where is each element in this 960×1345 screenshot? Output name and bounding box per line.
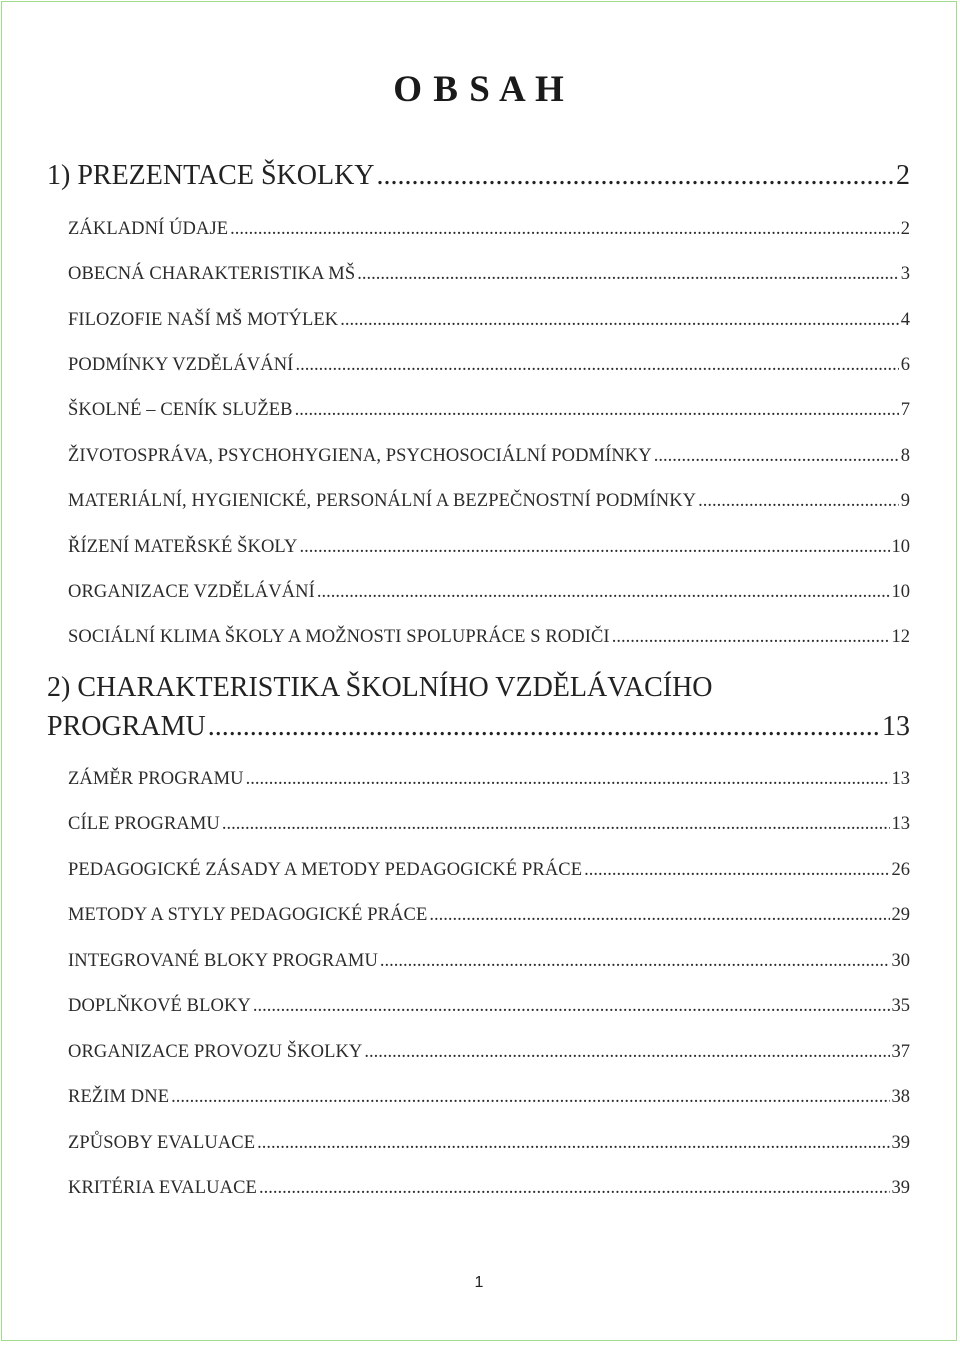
toc-section-2-line1[interactable]: 2) CHARAKTERISTIKA ŠKOLNÍHO VZDĚLÁVACÍHO — [47, 672, 713, 703]
toc-entry-label: ŠKOLNÉ – CENÍK SLUŽEB — [68, 400, 293, 420]
toc-entry[interactable] — [68, 769, 910, 790]
toc-page-number: 30 — [891, 951, 910, 971]
toc-section-2[interactable] — [47, 711, 910, 743]
toc-page-number: 12 — [891, 627, 910, 647]
toc-leader — [295, 355, 898, 376]
toc-page-number: 39 — [891, 1178, 910, 1198]
toc-leader — [357, 264, 899, 285]
toc-leader — [230, 219, 899, 240]
toc-entry-label: OBECNÁ CHARAKTERISTIKA MŠ — [68, 264, 356, 284]
toc-entry[interactable] — [68, 537, 910, 558]
toc-page-number: 38 — [891, 1087, 910, 1107]
toc-entry[interactable] — [68, 310, 910, 331]
toc-page-number: 13 — [891, 814, 910, 834]
toc-entry-label: PEDAGOGICKÉ ZÁSADY A METODY PEDAGOGICKÉ PRÁCE — [68, 860, 583, 880]
toc-leader — [698, 491, 899, 512]
toc-entry[interactable] — [68, 1133, 910, 1154]
toc-entry[interactable] — [68, 951, 910, 972]
toc-leader — [208, 711, 880, 743]
toc-entry-label: ŽIVOTOSPRÁVA, PSYCHOHYGIENA, PSYCHOSOCIÁLNÍ PODMÍNKY — [68, 446, 652, 466]
toc-page-number: 6 — [900, 355, 910, 375]
toc-leader — [377, 160, 894, 192]
toc-leader — [295, 400, 899, 421]
toc-page-number: 35 — [891, 996, 910, 1016]
toc-section-1[interactable] — [47, 160, 910, 192]
toc-entry[interactable] — [68, 905, 910, 926]
toc-entry[interactable] — [68, 582, 910, 603]
toc-leader — [246, 769, 890, 790]
toc-page-number: 10 — [891, 537, 910, 557]
toc-page-number: 9 — [900, 491, 910, 511]
toc-entry[interactable] — [68, 446, 910, 467]
toc-leader — [654, 446, 899, 467]
toc-entry-label: ORGANIZACE VZDĚLÁVÁNÍ — [68, 582, 315, 602]
toc-page-number: 7 — [900, 400, 910, 420]
toc-entry-label: SOCIÁLNÍ KLIMA ŠKOLY A MOŽNOSTI SPOLUPRÁCE S RODIČI — [68, 627, 610, 647]
toc-page-number: 37 — [891, 1042, 910, 1062]
toc-entry[interactable] — [68, 627, 910, 648]
toc-leader — [257, 1133, 889, 1154]
toc-page-number: 2 — [896, 160, 910, 191]
toc-page-number: 2 — [900, 219, 910, 239]
toc-entry-label: ZÁKLADNÍ ÚDAJE — [68, 219, 229, 239]
toc-page-number: 3 — [900, 264, 910, 284]
toc-entry[interactable] — [68, 355, 910, 376]
toc-leader — [299, 537, 889, 558]
toc-entry-label: CÍLE PROGRAMU — [68, 814, 220, 834]
toc-entry-label: DOPLŇKOVÉ BLOKY — [68, 996, 251, 1016]
toc-page-number: 13 — [891, 769, 910, 789]
toc-page-number: 4 — [900, 310, 910, 330]
toc-leader — [364, 1042, 889, 1063]
toc-page-number: 10 — [891, 582, 910, 602]
toc-section-label: PROGRAMU — [47, 711, 206, 742]
toc-entry[interactable] — [68, 996, 910, 1017]
toc-entry-label: PODMÍNKY VZDĚLÁVÁNÍ — [68, 355, 294, 375]
toc-leader — [317, 582, 890, 603]
toc-entry-label: REŽIM DNE — [68, 1087, 170, 1107]
toc-section-label: 1) PREZENTACE ŠKOLKY — [47, 160, 375, 191]
toc-entry[interactable] — [68, 814, 910, 835]
toc-entry[interactable] — [68, 491, 910, 512]
toc-entry-label: INTEGROVANÉ BLOKY PROGRAMU — [68, 951, 378, 971]
toc-entry[interactable] — [68, 264, 910, 285]
toc-page-number: 26 — [891, 860, 910, 880]
toc-entry[interactable] — [68, 860, 910, 881]
toc-leader — [340, 310, 899, 331]
toc-entry[interactable] — [68, 400, 910, 421]
toc-entry-label: MATERIÁLNÍ, HYGIENICKÉ, PERSONÁLNÍ A BEZPEČNOSTNÍ PODMÍNKY — [68, 491, 697, 511]
toc-leader — [612, 627, 890, 648]
toc-page-number: 8 — [900, 446, 910, 466]
toc-leader — [171, 1087, 889, 1108]
page-footer-number: 1 — [474, 1274, 484, 1291]
toc-leader — [253, 996, 890, 1017]
toc-page-number: 39 — [891, 1133, 910, 1153]
toc-leader — [584, 860, 889, 881]
toc-entry-label: ŘÍZENÍ MATEŘSKÉ ŠKOLY — [68, 537, 298, 557]
toc-entry-label: METODY A STYLY PEDAGOGICKÉ PRÁCE — [68, 905, 428, 925]
toc-entry[interactable] — [68, 1087, 910, 1108]
toc-entry[interactable] — [68, 219, 910, 240]
toc-leader — [222, 814, 890, 835]
toc-entry-label: FILOZOFIE NAŠÍ MŠ MOTÝLEK — [68, 310, 339, 330]
toc-entry-label: KRITÉRIA EVALUACE — [68, 1178, 257, 1198]
toc-leader — [259, 1178, 890, 1199]
toc-page-number: 29 — [891, 905, 910, 925]
toc-leader — [380, 951, 890, 972]
toc-page-number: 13 — [882, 711, 910, 742]
toc-entry-label: ORGANIZACE PROVOZU ŠKOLKY — [68, 1042, 363, 1062]
toc-leader — [429, 905, 889, 926]
page-title: O B S A H — [393, 69, 565, 110]
toc-entry-label: ZPŮSOBY EVALUACE — [68, 1133, 256, 1153]
toc-entry[interactable] — [68, 1042, 910, 1063]
document-page — [1, 1, 957, 1341]
toc-entry[interactable] — [68, 1178, 910, 1199]
toc-entry-label: ZÁMĚR PROGRAMU — [68, 769, 244, 789]
